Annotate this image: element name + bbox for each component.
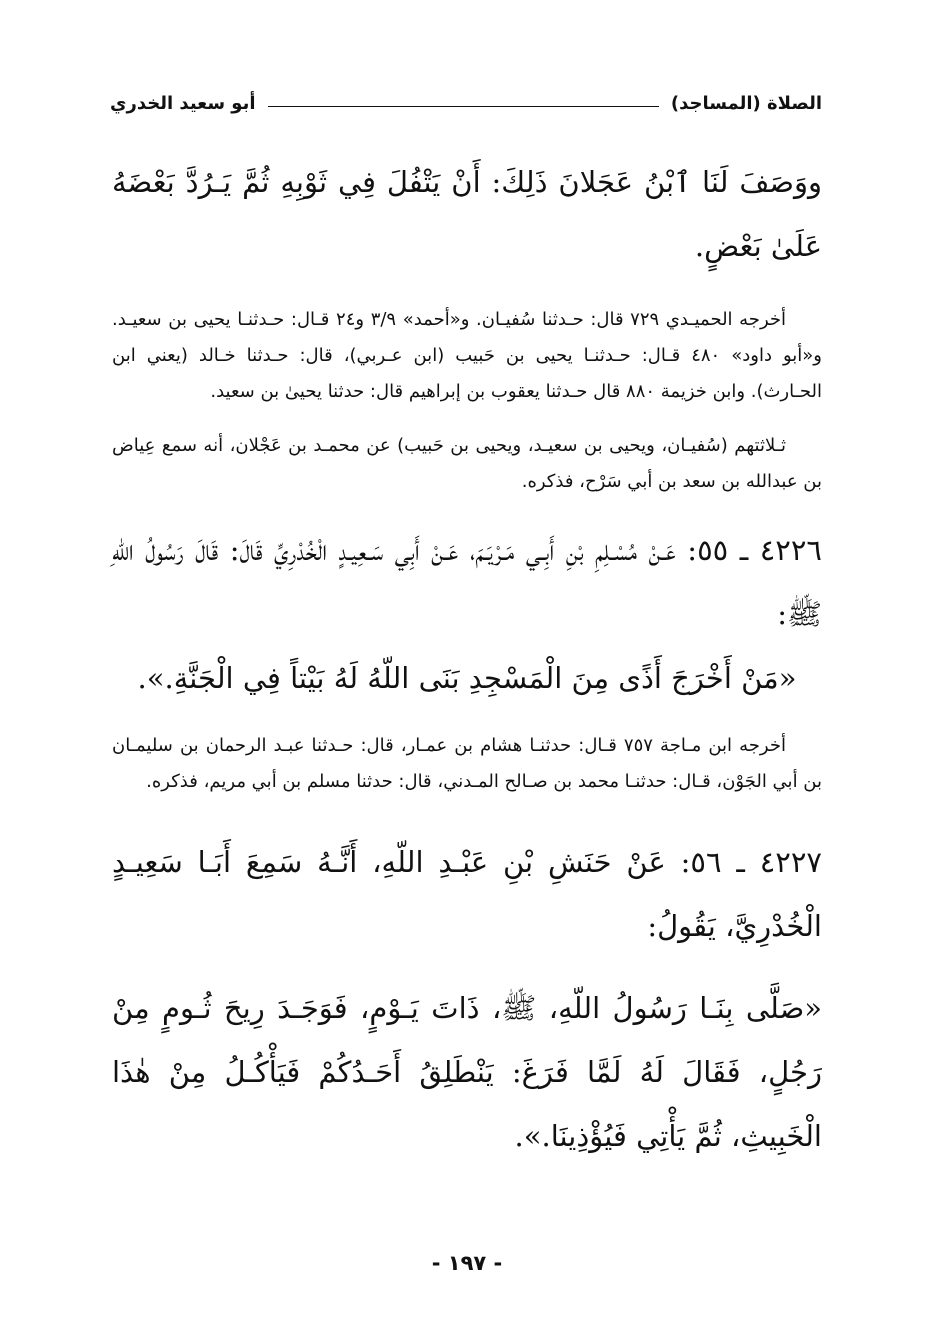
page-body [112,150,822,1168]
takhrij-paragraph: أخرجه الحميـدي ٧٢٩ قال: حـدثنا سُفيـان. و«أحمد» ٣/٩ و٢٤ قـال: حـدثنـا يحيى بن سعيـد. و«أبو داود» ٤٨٠ قـال: حـدثنـا يحيى بن حَبيب (ابن عـربي)، قال: حـدثنا خـالد (يعني ابن الحـارث). وابن خزيمة ٨٨٠ قال حـدثنا يعقوب بن إبراهيم قال: حدثنا يحيىٰ بن سعيد. [112,309,822,402]
header-companion-name: أبو سعيد الخدري [110,92,256,114]
takhrij-paragraph: أخرجه ابن مـاجة ٧٥٧ قـال: حدثنـا هشام بن عمـار، قال: حـدثنا عبـد الرحمان بن سليمـان بن أبي الجَوْن، قـال: حدثنـا محمد بن صـالح المـدني، قال: حدثنا مسلم بن أبي مريم، فذكره. [112,735,822,792]
hadith-matn: «صَلَّى بِنَـا رَسُولُ اللّهِ، ﷺ، ذَاتَ يَـوْمٍ، فَوَجَـدَ رِيحَ ثُـومٍ مِنْ رَجُلٍ، فَقَالَ لَهُ لَمَّا فَرَغَ: يَنْطَلِقُ أَحَـدُكُمْ فَيَأْكُـلُ مِنْ هٰذَا الْخَبِيثِ، ثُمَّ يَأْتِي فَيُؤْذِينَا.». [112,991,822,1153]
running-header [110,86,822,120]
header-rule [268,106,659,107]
hadith-isnad: ٤٢٢٦ ـ ٥٥: عَـنْ مُسْـلِمِ بْنِ أَبِـي مَـرْيَـمَ، عَـنْ أَبِي سَـعِيـدٍ الْخُدْرِيِّ قَالَ: قَالَ رَسُولُ اللّهِ ﷺ: [112,533,822,631]
hadith-isnad: ٤٢٢٧ ـ ٥٦: عَنْ حَنَشِ بْنِ عَبْـدِ اللّهِ، أَنَّـهُ سَمِعَ أَبَـا سَعِيـدٍ الْخُدْرِيَّ، يَقُولُ: [112,845,822,943]
hadith-text: ووَصَفَ لَنَا ٱبْنُ عَجَلانَ ذَلِكَ: أَنْ يَتْفُلَ فِي ثَوْبِهِ ثُمَّ يَـرُدَّ بَعْضَهُ عَلَىٰ بَعْضٍ. [112,165,822,263]
takhrij-paragraph: ثـلاثتهم (سُفيـان، ويحيى بن سعيـد، ويحيى بن حَبيب) عن محمـد بن عَجْلان، أنه سمع عِياض بن عبدالله بن سعد بن أبي سَرْح، فذكره. [112,435,822,492]
header-chapter-title: الصلاة (المساجد) [670,92,822,114]
hadith-matn: «مَنْ أَخْرَجَ أَذًى مِنَ الْمَسْجِدِ بَنَى اللّهُ لَهُ بَيْتاً فِي الْجَنَّةِ.». [137,661,797,695]
page-number: - ١٩٧ - [431,1251,503,1275]
